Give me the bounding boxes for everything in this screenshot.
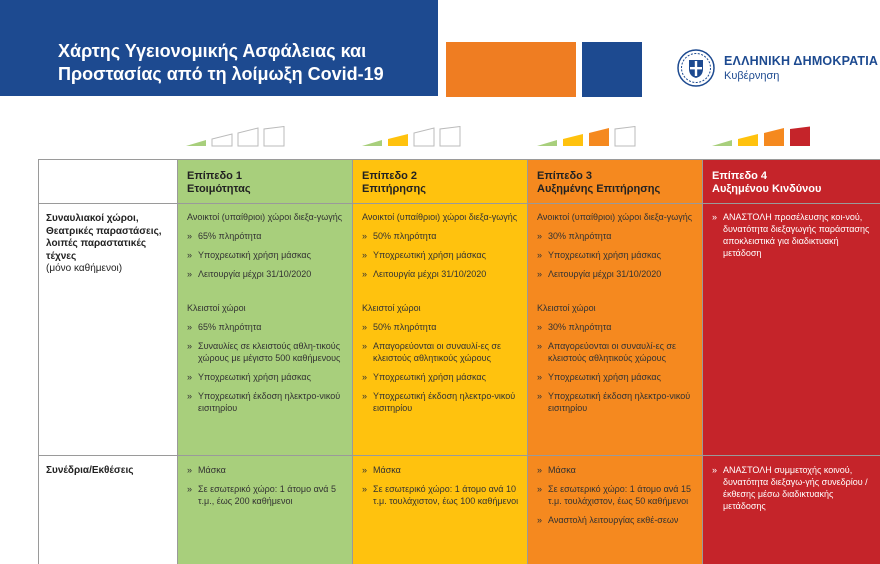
greek-emblem-icon (676, 48, 716, 88)
list-item: » 50% πληρότητα (362, 321, 522, 333)
level-4-conferences (712, 464, 872, 512)
outdoor-title: Ανοικτοί (υπαίθριοι) χώροι διεξα-γωγής (537, 212, 693, 222)
list-item: » Σε εσωτερικό χώρο: 1 άτομο ανά 15 τ.μ. τουλάχιστον, έως 50 καθήμενοι (537, 483, 697, 507)
grid-line-row (38, 455, 880, 456)
list-item: » Λειτουργία μέχρι 31/10/2020 (187, 268, 347, 280)
grid-line-header (38, 203, 880, 204)
list-item: » Υποχρεωτική χρήση μάσκας (187, 371, 347, 383)
grid-line-col2 (352, 159, 353, 564)
list-item: » 50% πληρότητα (362, 230, 522, 242)
list-item: » 30% πληρότητα (537, 230, 697, 242)
outdoor-title: Ανοικτοί (υπαίθριοι) χώροι διεξα-γωγής (187, 212, 343, 222)
level-3-indicator-icon (537, 126, 645, 148)
title-line-2: Προστασίας από τη λοίμωξη Covid-19 (58, 64, 384, 84)
level-1-indicator-icon (186, 126, 294, 148)
list-item: » Λειτουργία μέχρι 31/10/2020 (362, 268, 522, 280)
level-4-concerts (712, 211, 872, 259)
list-item: » Μάσκα (362, 464, 522, 476)
row-label-concerts-note: (μόνο καθήμενοι) (46, 263, 123, 274)
list-item: » Υποχρεωτική χρήση μάσκας (362, 249, 522, 261)
row-label-conferences: Συνέδρια/Εκθέσεις (46, 465, 134, 476)
page-title (58, 40, 438, 86)
title-line-1: Χάρτης Υγειονομικής Ασφάλειας και (58, 41, 367, 61)
list-item: » 65% πληρότητα (187, 321, 347, 333)
grid-line-top (38, 159, 880, 160)
government-logo (676, 48, 878, 88)
list-item: » Αναστολή λειτουργίας εκθέ-σεων (537, 514, 697, 526)
grid-line-col4 (702, 159, 703, 564)
decorative-blue-bar (582, 42, 642, 97)
indoor-title: Κλειστοί χώροι (187, 303, 246, 313)
list-item: » Μάσκα (187, 464, 347, 476)
grid-line-col3 (527, 159, 528, 564)
indoor-title: Κλειστοί χώροι (362, 303, 421, 313)
list-item: » Υποχρεωτική χρήση μάσκας (187, 249, 347, 261)
list-item: » Υποχρεωτική έκδοση ηλεκτρο-νικού εισιτηρίου (187, 390, 347, 414)
level-2-conferences (362, 464, 522, 507)
level-2-indicator-icon (362, 126, 470, 148)
list-item: » Μάσκα (537, 464, 697, 476)
level-1-conferences (187, 464, 347, 507)
list-item: » Σε εσωτερικό χώρο: 1 άτομο ανά 5 τ.μ., έως 200 καθήμενοι (187, 483, 347, 507)
grid-line-col1 (177, 159, 178, 564)
list-item: » ΑΝΑΣΤΟΛΗ προσέλευσης κοι-νού, δυνατότητα διεξαγωγής παράστασης αποκλειστικά για διαδικτυακή μετάδοση (712, 211, 872, 259)
list-item: » Σε εσωτερικό χώρο: 1 άτομο ανά 10 τ.μ. τουλάχιστον, έως 100 καθήμενοι (362, 483, 522, 507)
gov-subtitle: Κυβέρνηση (724, 70, 780, 82)
indoor-title: Κλειστοί χώροι (537, 303, 596, 313)
decorative-orange-bar (446, 42, 576, 97)
level-3-header: Επίπεδο 3 Αυξημένης Επιτήρησης (537, 170, 661, 195)
level-4-indicator-icon (712, 126, 820, 148)
outdoor-title: Ανοικτοί (υπαίθριοι) χώροι διεξα-γωγής (362, 212, 518, 222)
list-item: » Υποχρεωτική χρήση μάσκας (362, 371, 522, 383)
level-3-concerts (537, 211, 697, 414)
list-item: » Υποχρεωτική έκδοση ηλεκτρο-νικού εισιτηρίου (537, 390, 697, 414)
list-item: » Υποχρεωτική χρήση μάσκας (537, 371, 697, 383)
list-item: » Απαγορεύονται οι συναυλί-ες σε κλειστούς αθλητικούς χώρους (537, 340, 697, 364)
row-label-concerts: Συναυλιακοί χώροι, Θεατρικές παραστάσεις, λοιπές παραστατικές τέχνες (μόνο καθήμενοι) (46, 213, 171, 276)
list-item: » ΑΝΑΣΤΟΛΗ συμμετοχής κοινού, δυνατότητα διεξαγω-γής συνεδρίου / έκθεσης μέσω διαδικτυακής μετάδοσης (712, 464, 872, 512)
level-1-concerts (187, 211, 347, 414)
level-4-header: Επίπεδο 4 Αυξημένου Κινδύνου (712, 170, 822, 195)
level-2-concerts (362, 211, 522, 414)
list-item: » 65% πληρότητα (187, 230, 347, 242)
list-item: » Συναυλίες σε κλειστούς αθλη-τικούς χώρους με μέγιστο 500 καθήμενους (187, 340, 347, 364)
grid-line-left (38, 159, 39, 564)
list-item: » 30% πληρότητα (537, 321, 697, 333)
gov-name: ΕΛΛΗΝΙΚΗ ΔΗΜΟΚΡΑΤΙΑ (724, 54, 879, 68)
list-item: » Απαγορεύονται οι συναυλί-ες σε κλειστούς αθλητικούς χώρους (362, 340, 522, 364)
list-item: » Υποχρεωτική έκδοση ηλεκτρο-νικού εισιτηρίου (362, 390, 522, 414)
level-3-conferences (537, 464, 697, 526)
level-1-header: Επίπεδο 1 Ετοιμότητας (187, 170, 251, 195)
list-item: » Λειτουργία μέχρι 31/10/2020 (537, 268, 697, 280)
level-2-header: Επίπεδο 2 Επιτήρησης (362, 170, 426, 195)
list-item: » Υποχρεωτική χρήση μάσκας (537, 249, 697, 261)
